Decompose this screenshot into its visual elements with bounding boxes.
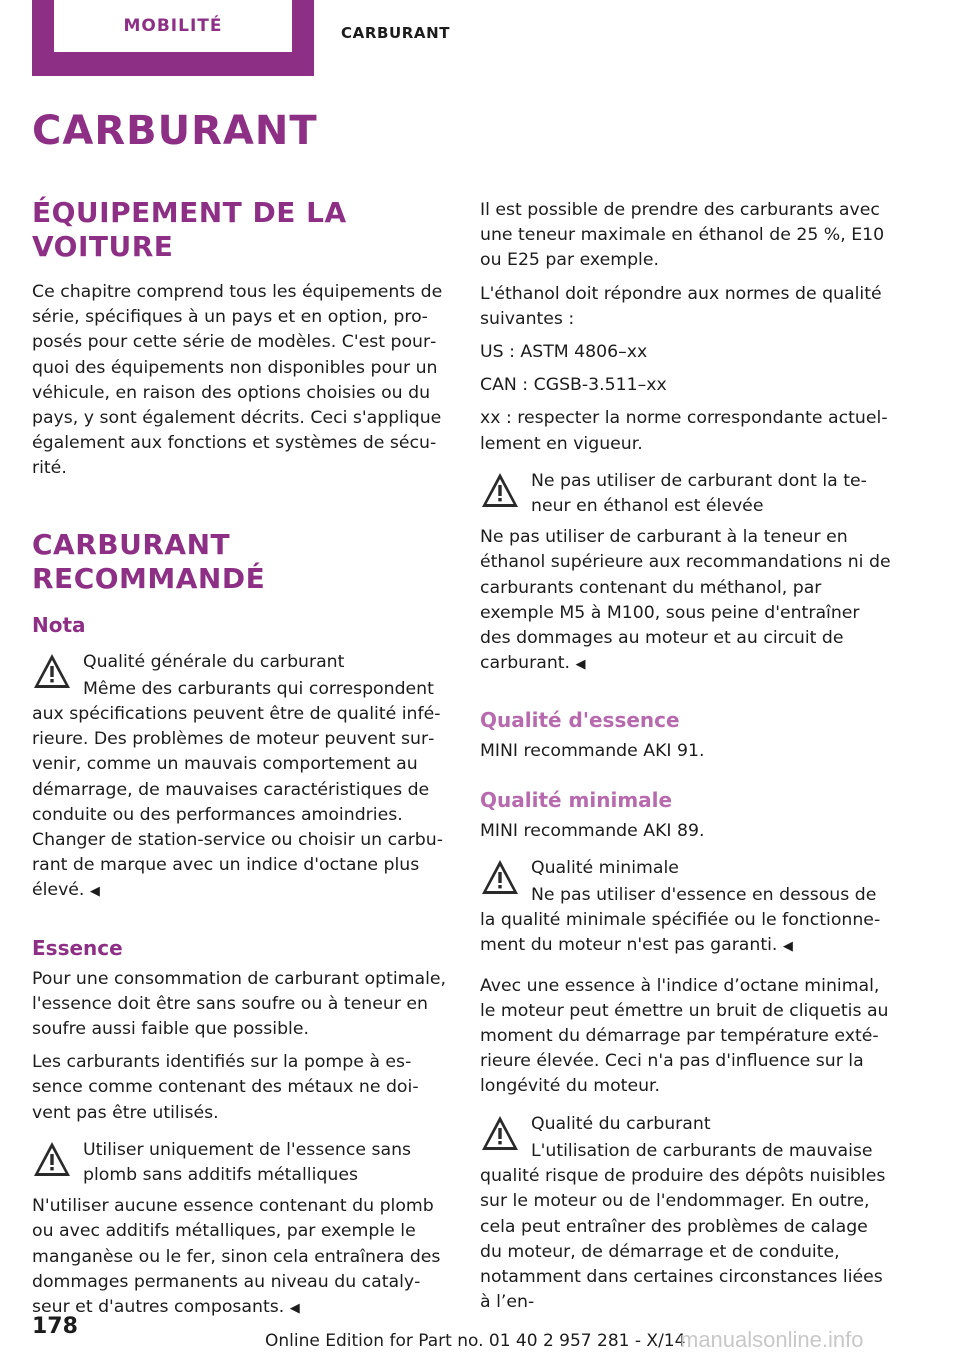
heading-qualite-minimale: Qualité minimale	[480, 787, 673, 812]
end-marker: ◀	[782, 939, 793, 955]
warning-note-qualite-carburant	[480, 1112, 894, 1137]
left-column	[32, 196, 446, 1329]
paragraph-equipement: Ce chapitre comprend tous les équipements de série, spécifiques à un pays et en option, proposés pour cette série de modèles. C'est pourquoi des équipements non disponibles pour un véhicule, en raison des options choisies ou du pays, y sont également décrits. Ceci s'applique également aux fonctions et systèmes de sécurité.	[32, 282, 443, 479]
warning-title: Qualité générale du carburant	[83, 651, 345, 672]
warning-body: L'utilisation de carburants de mauvaise qualité risque de produire des dépôts nuisibles sur le moteur ou de l'endommager. En outre, cela peut entraîner des problèmes de calage du moteur, de démarrage et de conduite, notamment dans certaines circonstances liées à l’en-	[480, 1140, 886, 1313]
warning-note-qualite-generale	[32, 650, 446, 675]
warning-body: Ne pas utiliser d'essence en dessous de la qualité minimale spécifiée ou le fonctionnement du moteur n'est pas garanti.	[480, 885, 881, 956]
paragraph-essence-1: Pour une consommation de carburant optimale, l'essence doit être sans soufre ou à teneur en soufre aussi faible que possible.	[32, 968, 447, 1040]
warning-title: Qualité minimale	[531, 857, 679, 878]
warning-title: Ne pas utiliser de carburant dont la teneur en éthanol est élevée	[531, 470, 867, 517]
norm-us: US : ASTM 4806–xx	[480, 342, 648, 363]
warning-triangle-icon	[480, 1114, 520, 1152]
paragraph-octane: Avec une essence à l'indice d’octane minimal, le moteur peut émettre un bruit de cliquetis au moment du démarrage par température extérieure élevée. Ceci n'a pas d'influence sur la longévité du moteur.	[480, 975, 889, 1097]
heading-essence: Essence	[32, 935, 123, 960]
warning-title: Qualité du carburant	[531, 1113, 711, 1134]
paragraph-norm-xx: xx : respecter la norme correspondante actuellement en vigueur.	[480, 408, 888, 454]
heading-qualite-essence: Qualité d'essence	[480, 708, 680, 733]
chapter-tab[interactable]	[32, 0, 314, 76]
warning-triangle-icon	[32, 652, 72, 690]
paragraph-qualite-essence: MINI recommande AKI 91.	[480, 741, 705, 762]
warning-note-sans-plomb	[32, 1138, 446, 1188]
warning-triangle-icon	[480, 471, 520, 509]
end-marker: ◀	[289, 1301, 300, 1317]
chapter-tab-label: MOBILITÉ	[54, 0, 292, 52]
heading-carburant-recommande: CARBURANT RECOMMANDÉ	[32, 527, 266, 595]
right-column	[480, 198, 894, 1323]
paragraph-essence-2: Les carburants identifiés sur la pompe à essence comme contenant des métaux ne doivent pas être utilisés.	[32, 1052, 419, 1123]
paragraph-qualite-minimale: MINI recommande AKI 89.	[480, 820, 705, 841]
end-marker: ◀	[575, 657, 586, 673]
warning-note-qualite-minimale	[480, 856, 894, 881]
end-marker: ◀	[89, 884, 100, 900]
edition-footer: Online Edition for Part no. 01 40 2 957 281 - X/14	[265, 1331, 686, 1351]
warning-triangle-icon	[480, 858, 520, 896]
watermark: manualsonline.info	[680, 1327, 864, 1352]
warning-title: Utiliser uniquement de l'essence sans plomb sans additifs métalliques	[83, 1139, 412, 1186]
page-number: 178	[32, 1314, 78, 1339]
warning-triangle-icon	[32, 1140, 72, 1178]
breadcrumb[interactable]: CARBURANT	[341, 24, 451, 42]
warning-body: N'utiliser aucune essence contenant du plomb ou avec additifs métalliques, par exemple le manganèse ou le fer, sinon cela entraînera des dommages permanents au niveau du catalyseur et d'autres composants.	[32, 1196, 441, 1318]
warning-body: Ne pas utiliser de carburant à la teneur en éthanol supérieure aux recommandations ni de carburants contenant du méthanol, par exemple M5 à M100, sous peine d'entraîner des dommages au moteur et au circuit de carburant.	[480, 527, 891, 674]
heading-equipement: ÉQUIPEMENT DE LA VOITURE	[32, 196, 347, 263]
warning-body: Même des carburants qui correspondent aux spécifications peuvent être de qualité inférieure. Des problèmes de moteur peuvent survenir, comme un mauvais comportement au démarrage, de mauvaises caractéristiques de conduite ou des performances amoindries. Changer de station-service ou choisir un carburant de marque avec un indice d'octane plus élevé.	[32, 678, 443, 901]
norm-can: CAN : CGSB-3.511–xx	[480, 375, 667, 396]
heading-nota: Nota	[32, 612, 86, 637]
paragraph-ethanol-1: Il est possible de prendre des carburants avec une teneur maximale en éthanol de 25 %, E10 ou E25 par exemple.	[480, 200, 885, 271]
warning-note-ethanol	[480, 469, 894, 519]
page-title: CARBURANT	[32, 108, 318, 154]
paragraph-ethanol-2: L'éthanol doit répondre aux normes de qualité suivantes :	[480, 283, 882, 329]
